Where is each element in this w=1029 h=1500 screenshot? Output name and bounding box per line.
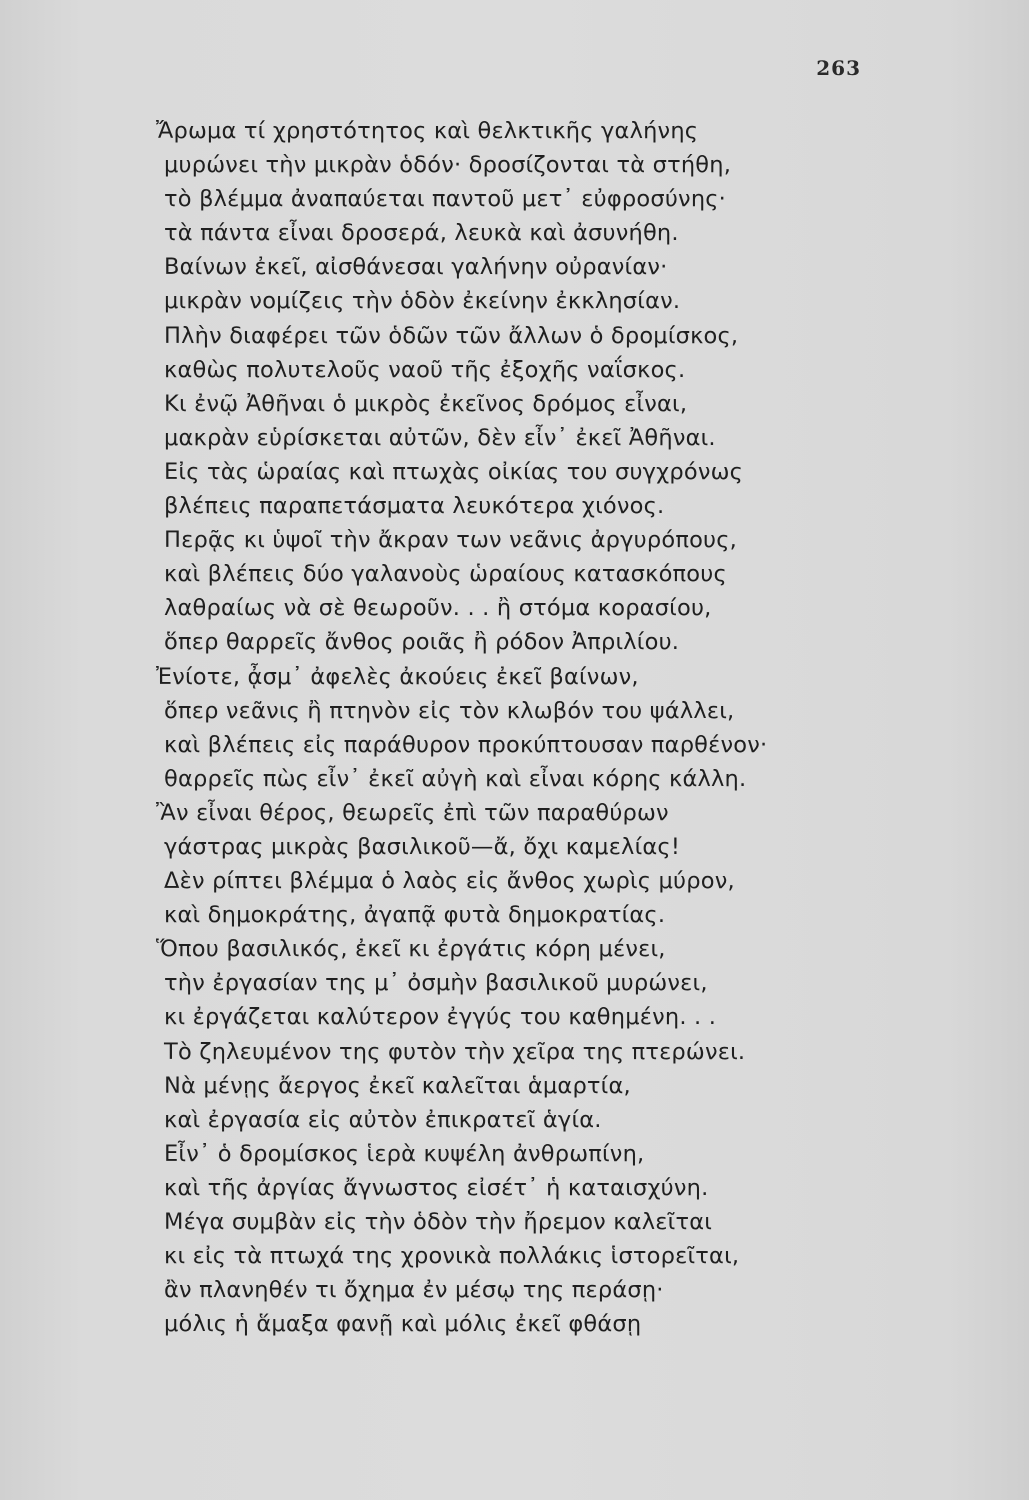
poem-line: καὶ βλέπεις δύο γαλανοὺς ὡραίους κατασκόπους xyxy=(164,561,727,588)
poem-line: τὰ πάντα εἶναι δροσερά, λευκὰ καὶ ἀσυνήθη. xyxy=(164,220,679,247)
poem-line: ἂν πλανηθέν τι ὄχημα ἐν μέσῳ της περάσῃ· xyxy=(164,1277,664,1304)
poem-line: Εἰς τὰς ὡραίας καὶ πτωχὰς οἰκίας του συγχρόνως xyxy=(164,458,744,485)
poem-line: γάστρας μικρὰς βασιλικοῦ—ἄ, ὄχι καμελίας! xyxy=(164,833,681,860)
poem-line: Βαίνων ἐκεῖ, αἰσθάνεσαι γαλήνην οὐρανίαν· xyxy=(164,254,668,281)
page-number: 263 xyxy=(816,56,861,80)
poem-line: καὶ δημοκράτης, ἀγαπᾷ φυτὰ δημοκρατίας. xyxy=(164,902,666,929)
poem-line: Μέγα συμβὰν εἰς τὴν ὁδὸν τὴν ἤρεμον καλεῖται xyxy=(164,1209,713,1235)
poem-text xyxy=(156,114,796,1341)
poem-line: μυρώνει τὴν μικρὰν ὁδόν· δροσίζονται τὰ στήθη, xyxy=(164,152,732,179)
poem-line: βλέπεις παραπετάσματα λευκότερα χιόνος. xyxy=(164,493,665,520)
poem-line: Δὲν ρίπτει βλέμμα ὁ λαὸς εἰς ἄνθος χωρὶς μύρον, xyxy=(164,868,735,895)
poem-line: Ὅπου βασιλικός, ἐκεῖ κι ἐργάτις κόρη μένει, xyxy=(156,936,666,963)
poem-line: Ἄρωμα τί χρηστότητος καὶ θελκτικῆς γαλήνης xyxy=(156,118,699,144)
poem-line: καὶ βλέπεις εἰς παράθυρον προκύπτουσαν παρθένον· xyxy=(164,731,768,758)
poem-line: Ἂν εἶναι θέρος, θεωρεῖς ἐπὶ τῶν παραθύρων xyxy=(156,799,669,826)
poem-line: Τὸ ζηλευμένον της φυτὸν τὴν χεῖρα της πτερώνει. xyxy=(164,1038,746,1065)
poem-line: μόλις ἡ ἅμαξα φανῇ καὶ μόλις ἐκεῖ φθάσῃ xyxy=(164,1311,642,1338)
poem-line: τὴν ἐργασίαν της μ᾽ ὀσμὴν βασιλικοῦ μυρώνει, xyxy=(164,970,708,997)
poem-line: Κι ἐνῷ Ἀθῆναι ὁ μικρὸς ἐκεῖνος δρόμος εἶναι, xyxy=(164,390,688,417)
poem-line: ὅπερ νεᾶνις ἢ πτηνὸν εἰς τὸν κλωβόν του ψάλλει, xyxy=(164,697,735,724)
poem-line: καὶ τῆς ἀργίας ἄγνωστος εἰσέτ᾽ ἡ καταισχύνη. xyxy=(164,1174,709,1201)
poem-line: τὸ βλέμμα ἀναπαύεται παντοῦ μετ᾽ εὐφροσύνης· xyxy=(164,186,727,213)
poem-line: κι εἰς τὰ πτωχά της χρονικὰ πολλάκις ἱστορεῖται, xyxy=(164,1243,740,1270)
poem-line: ὅπερ θαρρεῖς ἄνθος ροιᾶς ἢ ρόδον Ἀπριλίου. xyxy=(164,629,680,656)
poem-line: Εἶν᾽ ὁ δρομίσκος ἱερὰ κυψέλη ἀνθρωπίνη, xyxy=(164,1140,645,1167)
poem-line: καὶ ἐργασία εἰς αὐτὸν ἐπικρατεῖ ἁγία. xyxy=(164,1106,602,1133)
poem-line: Πλὴν διαφέρει τῶν ὁδῶν τῶν ἄλλων ὁ δρομίσκος, xyxy=(164,322,739,349)
poem-line: Περᾷς κι ὑψοῖ τὴν ἄκραν των νεᾶνις ἀργυρόπους, xyxy=(164,527,738,554)
poem-line: μικρὰν νομίζεις τὴν ὁδὸν ἐκείνην ἐκκλησίαν. xyxy=(164,288,681,315)
poem-line: Νὰ μένῃς ἄεργος ἐκεῖ καλεῖται ἁμαρτία, xyxy=(164,1072,631,1099)
poem-line: λαθραίως νὰ σὲ θεωροῦν. . . ἢ στόμα κορασίου, xyxy=(164,595,712,622)
poem-line: κι ἐργάζεται καλύτερον ἐγγύς του καθημένη. . . xyxy=(164,1004,717,1031)
poem-line: μακρὰν εὑρίσκεται αὐτῶν, δὲν εἶν᾽ ἐκεῖ Ἀθῆναι. xyxy=(164,424,716,451)
poem-line: Ἐνίοτε, ᾆσμ᾽ ἀφελὲς ἀκούεις ἐκεῖ βαίνων, xyxy=(156,663,639,690)
poem-line: καθὼς πολυτελοῦς ναοῦ τῆς ἐξοχῆς ναΐσκος. xyxy=(164,356,686,383)
poem-line: θαρρεῖς πὼς εἶν᾽ ἐκεῖ αὐγὴ καὶ εἶναι κόρης κάλλη. xyxy=(164,765,747,792)
